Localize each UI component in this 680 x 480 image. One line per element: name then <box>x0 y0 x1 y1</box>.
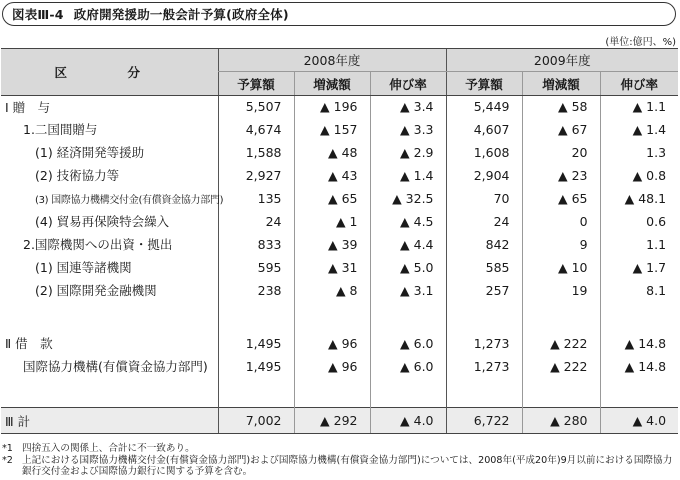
cell-budget-2009: 257 <box>446 279 522 302</box>
col-header-budget-2008: 予算額 <box>218 72 294 96</box>
cell-change-2008: ▲ 39 <box>294 233 370 256</box>
cell-budget-2009: 5,449 <box>446 96 522 118</box>
cell-rate-2009: ▲ 14.8 <box>600 332 678 355</box>
row-label: Ⅰ 贈 与 <box>5 99 51 115</box>
cell-budget-2009: 842 <box>446 233 522 256</box>
col-header-rate-2008: 伸び率 <box>370 72 446 96</box>
cell-rate-2009: ▲ 4.0 <box>600 408 678 434</box>
cell-change-2008: ▲ 157 <box>294 118 370 141</box>
cell-rate-2008: ▲ 6.0 <box>370 332 446 355</box>
cell-rate-2008: ▲ 3.3 <box>370 118 446 141</box>
cell-rate-2008: ▲ 3.4 <box>370 96 446 118</box>
footnote <box>2 443 678 455</box>
cell-change-2009: ▲ 222 <box>522 355 600 378</box>
cell-budget-2008: 7,002 <box>218 408 294 434</box>
cell-change-2009: ▲ 65 <box>522 187 600 210</box>
table-row <box>1 233 678 256</box>
table-row <box>1 210 678 233</box>
cell-change-2008: ▲ 65 <box>294 187 370 210</box>
cell-change-2009: ▲ 280 <box>522 408 600 434</box>
cell-rate-2009: 1.1 <box>600 233 678 256</box>
cell-rate-2009: ▲ 0.8 <box>600 164 678 187</box>
cell-budget-2008: 238 <box>218 279 294 302</box>
col-header-rate-2009: 伸び率 <box>600 72 678 96</box>
cell-rate-2008: ▲ 5.0 <box>370 256 446 279</box>
table-row <box>1 187 678 210</box>
figure-title <box>2 2 676 26</box>
cell-change-2009: 9 <box>522 233 600 256</box>
cell-budget-2008: 4,674 <box>218 118 294 141</box>
cell-change-2008: ▲ 31 <box>294 256 370 279</box>
cell-change-2009: ▲ 222 <box>522 332 600 355</box>
cell-rate-2008: ▲ 4.0 <box>370 408 446 434</box>
col-header-budget-2009: 予算額 <box>446 72 522 96</box>
footnotes <box>2 443 678 478</box>
row-label: (1) 経済開発等援助 <box>35 145 145 160</box>
cell-change-2008: ▲ 8 <box>294 279 370 302</box>
table-row <box>1 279 678 302</box>
cell-budget-2008: 24 <box>218 210 294 233</box>
cell-rate-2008: ▲ 2.9 <box>370 141 446 164</box>
cell-rate-2008: ▲ 6.0 <box>370 355 446 378</box>
cell-budget-2008: 1,495 <box>218 355 294 378</box>
cell-rate-2009: ▲ 48.1 <box>600 187 678 210</box>
footnote-mark: *2 <box>2 454 13 466</box>
cell-rate-2008: ▲ 4.4 <box>370 233 446 256</box>
row-label: (2) 国際開発金融機関 <box>35 283 157 298</box>
cell-rate-2009: 1.3 <box>600 141 678 164</box>
cell-change-2009: ▲ 23 <box>522 164 600 187</box>
cell-rate-2009: 8.1 <box>600 279 678 302</box>
cell-change-2009: 20 <box>522 141 600 164</box>
cell-rate-2008: ▲ 32.5 <box>370 187 446 210</box>
spacer-row <box>1 302 678 332</box>
footnote-text: 四捨五入の関係上、合計に不一致あり。 <box>22 443 195 454</box>
cell-change-2008: ▲ 96 <box>294 332 370 355</box>
footnote-mark: *1 <box>2 443 13 454</box>
table-row <box>1 118 678 141</box>
cell-change-2008: ▲ 43 <box>294 164 370 187</box>
table-row <box>1 332 678 355</box>
figure-number: 図表Ⅲ-4 <box>12 7 64 22</box>
total-row <box>1 408 678 434</box>
cell-change-2008: ▲ 96 <box>294 355 370 378</box>
table-row <box>1 141 678 164</box>
cell-budget-2009: 585 <box>446 256 522 279</box>
cell-budget-2009: 70 <box>446 187 522 210</box>
year-header-2009: 2009年度 <box>446 49 678 72</box>
cell-change-2009: 19 <box>522 279 600 302</box>
unit-note: (単位:億円、%) <box>605 37 676 48</box>
row-label: (1) 国連等諸機関 <box>35 260 132 275</box>
row-label: 1.二国間贈与 <box>23 122 98 137</box>
table-row <box>1 164 678 187</box>
row-label: 2.国際機関への出資・拠出 <box>23 237 173 252</box>
cell-budget-2008: 1,495 <box>218 332 294 355</box>
row-label: Ⅱ 借 款 <box>5 336 53 351</box>
col-header-change-2009: 増減額 <box>522 72 600 96</box>
row-label: Ⅲ 計 <box>1 408 218 434</box>
row-label: (4) 貿易再保険特会繰入 <box>35 214 170 229</box>
cell-rate-2009: 0.6 <box>600 210 678 233</box>
cell-rate-2009: ▲ 1.1 <box>600 96 678 118</box>
cell-budget-2008: 2,927 <box>218 164 294 187</box>
cell-budget-2009: 6,722 <box>446 408 522 434</box>
cell-budget-2008: 135 <box>218 187 294 210</box>
col-header-change-2008: 増減額 <box>294 72 370 96</box>
cell-rate-2008: ▲ 4.5 <box>370 210 446 233</box>
cell-change-2008: ▲ 196 <box>294 96 370 118</box>
table-row <box>1 355 678 378</box>
row-label: 国際協力機構(有償資金協力部門) <box>23 359 208 374</box>
row-label: (3) 国際協力機構交付金(有償資金協力部門) <box>35 194 224 206</box>
cell-budget-2008: 1,588 <box>218 141 294 164</box>
table-row <box>1 96 678 118</box>
cell-rate-2009: ▲ 1.4 <box>600 118 678 141</box>
cell-budget-2009: 1,273 <box>446 355 522 378</box>
budget-table <box>1 48 678 434</box>
cell-change-2009: ▲ 58 <box>522 96 600 118</box>
footnote <box>2 455 678 478</box>
cell-change-2008: ▲ 48 <box>294 141 370 164</box>
year-header-2008: 2008年度 <box>218 49 446 72</box>
cell-rate-2008: ▲ 3.1 <box>370 279 446 302</box>
footnote-text: 上記における国際協力機構交付金(有償資金協力部門)および国際協力機構(有償資金協力部門)については、2008年(平成20年)9月以前における国際協力銀行交付金および国際協力銀行に関する予算を含む。 <box>22 454 673 477</box>
cell-change-2008: ▲ 1 <box>294 210 370 233</box>
table-row <box>1 256 678 279</box>
cell-budget-2009: 4,607 <box>446 118 522 141</box>
cell-budget-2009: 1,608 <box>446 141 522 164</box>
cell-budget-2009: 24 <box>446 210 522 233</box>
cell-budget-2008: 833 <box>218 233 294 256</box>
cell-budget-2008: 595 <box>218 256 294 279</box>
cell-change-2009: ▲ 10 <box>522 256 600 279</box>
header-row-years <box>1 49 678 72</box>
cell-budget-2008: 5,507 <box>218 96 294 118</box>
cell-budget-2009: 2,904 <box>446 164 522 187</box>
cell-rate-2008: ▲ 1.4 <box>370 164 446 187</box>
cell-budget-2009: 1,273 <box>446 332 522 355</box>
cell-change-2008: ▲ 292 <box>294 408 370 434</box>
spacer-row <box>1 378 678 408</box>
cell-change-2009: ▲ 67 <box>522 118 600 141</box>
cell-rate-2009: ▲ 1.7 <box>600 256 678 279</box>
cell-change-2009: 0 <box>522 210 600 233</box>
row-label: (2) 技術協力等 <box>35 168 120 183</box>
cell-rate-2009: ▲ 14.8 <box>600 355 678 378</box>
figure-title-text: 政府開発援助一般会計予算(政府全体) <box>73 7 289 22</box>
category-header: 区 分 <box>1 49 218 96</box>
